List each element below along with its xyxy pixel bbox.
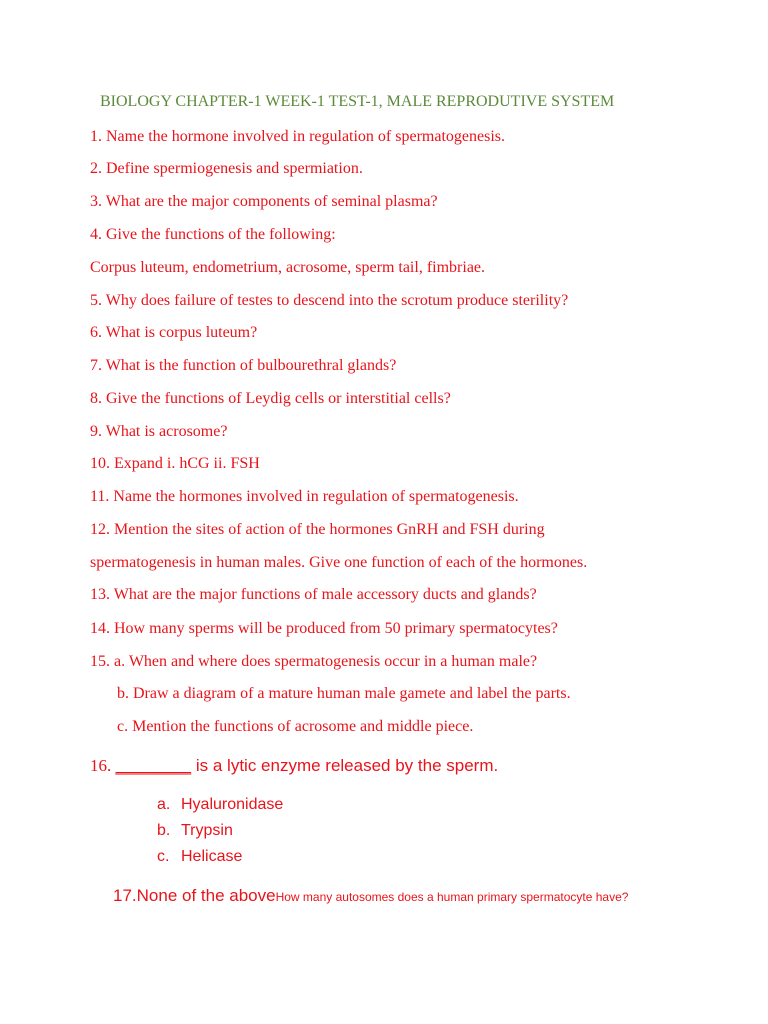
option-b <box>157 822 233 840</box>
question-11: 11. Name the hormones involved in regulation of spermatogenesis. <box>90 488 519 505</box>
question-8: 8. Give the functions of Leydig cells or interstitial cells? <box>90 390 451 407</box>
question-17-text: How many autosomes does a human primary spermatocyte have? <box>275 890 629 904</box>
option-c <box>157 848 242 866</box>
question-14: 14. How many sperms will be produced from 50 primary spermatocytes? <box>90 620 558 637</box>
question-4-items: Corpus luteum, endometrium, acrosome, sperm tail, fimbriae. <box>90 259 486 276</box>
question-4: 4. Give the functions of the following: <box>90 226 336 243</box>
option-a <box>157 796 283 814</box>
page-title: BIOLOGY CHAPTER-1 WEEK-1 TEST-1, MALE REPRODUTIVE SYSTEM <box>100 93 615 110</box>
question-9: 9. What is acrosome? <box>90 423 228 440</box>
question-2: 2. Define spermiogenesis and spermiation. <box>90 160 363 177</box>
question-12: 12. Mention the sites of action of the hormones GnRH and FSH during <box>90 521 545 538</box>
question-15a: 15. a. When and where does spermatogenesis occur in a human male? <box>90 653 538 670</box>
question-15b: b. Draw a diagram of a mature human male gamete and label the parts. <box>117 685 571 702</box>
option-c-letter: c. <box>157 848 170 865</box>
option-a-letter: a. <box>157 796 171 813</box>
question-16-text: is a lytic enzyme released by the sperm. <box>191 756 499 775</box>
question-13: 13. What are the major functions of male accessory ducts and glands? <box>90 586 537 603</box>
option-c-text: Helicase <box>181 848 243 865</box>
question-15c: c. Mention the functions of acrosome and middle piece. <box>117 718 474 735</box>
question-17 <box>113 886 628 906</box>
option-a-text: Hyaluronidase <box>181 796 284 813</box>
question-5: 5. Why does failure of testes to descend into the scrotum produce sterility? <box>90 292 569 309</box>
question-16-number: 16. <box>90 756 116 775</box>
question-6: 6. What is corpus luteum? <box>90 324 258 341</box>
question-10: 10. Expand i. hCG ii. FSH <box>90 455 260 472</box>
question-16-blank: ________ <box>115 756 192 775</box>
question-7: 7. What is the function of bulbourethral glands? <box>90 357 397 374</box>
option-b-text: Trypsin <box>181 822 233 839</box>
question-16 <box>90 756 498 776</box>
question-3: 3. What are the major components of seminal plasma? <box>90 193 438 210</box>
option-b-letter: b. <box>157 822 171 839</box>
question-17-prefix: 17.None of the above <box>113 886 276 905</box>
question-1: 1. Name the hormone involved in regulation of spermatogenesis. <box>90 128 506 145</box>
question-12-continued: spermatogenesis in human males. Give one function of each of the hormones. <box>90 554 588 571</box>
